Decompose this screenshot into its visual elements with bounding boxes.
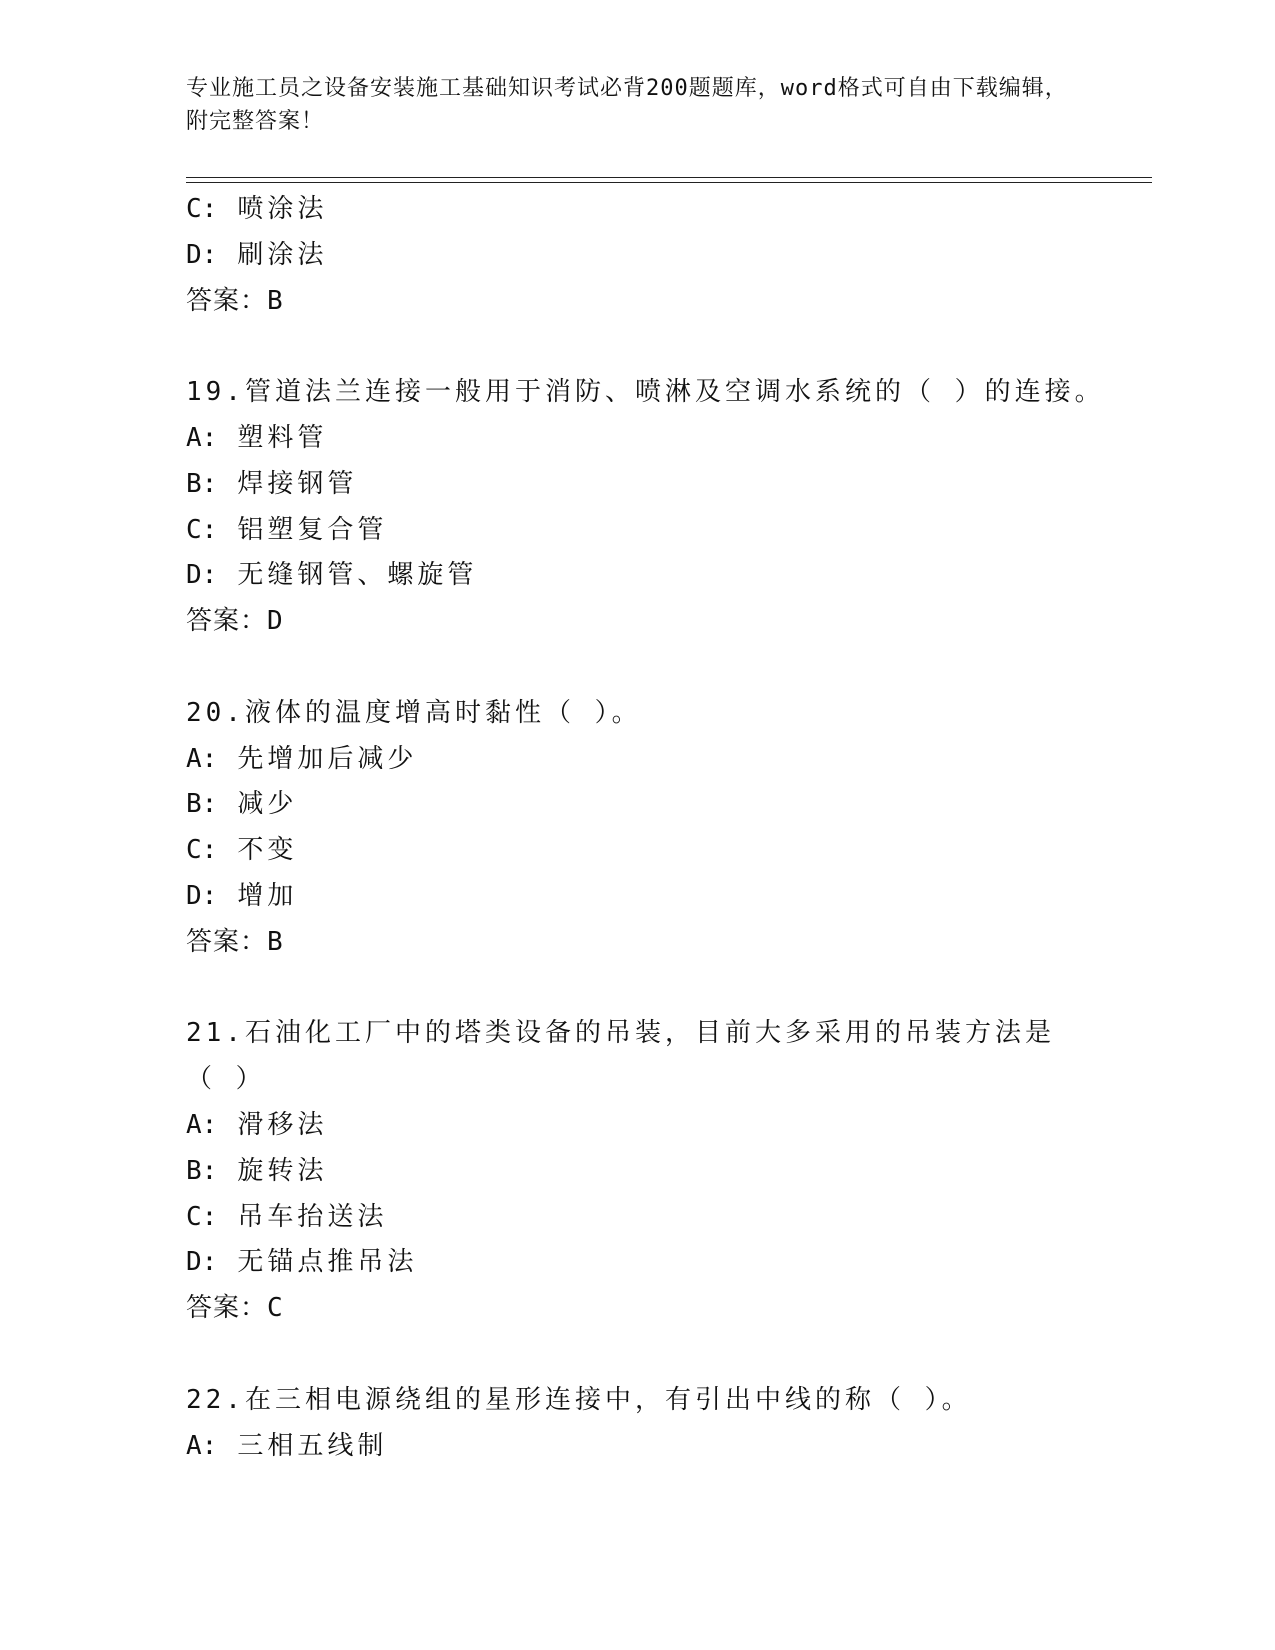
spacer — [186, 1332, 1066, 1378]
option-text: 不变 — [237, 835, 298, 866]
option-text: 无锚点推吊法 — [237, 1247, 418, 1278]
option-text: 铝塑复合管 — [237, 514, 388, 545]
option-label: C: — [186, 1201, 218, 1232]
option-label: A: — [186, 422, 218, 453]
option-row — [186, 1103, 1066, 1149]
option-text: 刷涂法 — [237, 239, 328, 270]
option-label: C: — [186, 514, 218, 545]
answer-line: 答案：D — [186, 606, 284, 637]
option-label: D: — [186, 560, 218, 591]
option-label: D: — [186, 1247, 218, 1278]
answer-line: 答案：B — [186, 285, 284, 316]
option-row — [186, 1195, 1066, 1241]
spacer — [186, 966, 1066, 1012]
option-row — [186, 187, 1066, 233]
option-row — [186, 1149, 1066, 1195]
option-label: B: — [186, 789, 218, 820]
option-row — [186, 553, 1066, 599]
option-row — [186, 416, 1066, 462]
option-text: 三相五线制 — [237, 1430, 388, 1461]
option-row — [186, 233, 1066, 279]
option-text: 塑料管 — [237, 422, 328, 453]
option-row — [186, 1424, 1066, 1470]
option-label: B: — [186, 468, 218, 499]
document-header: 专业施工员之设备安装施工基础知识考试必背200题题库，word格式可自由下载编辑，附完整答案！ — [186, 76, 1068, 134]
option-text: 旋转法 — [237, 1155, 328, 1186]
question-stem: 20.液体的温度增高时黏性（ ）。 — [186, 697, 642, 728]
option-label: C: — [186, 835, 218, 866]
option-text: 滑移法 — [237, 1109, 328, 1140]
question-stem: 22.在三相电源绕组的星形连接中，有引出中线的称（ ）。 — [186, 1384, 972, 1415]
option-label: D: — [186, 880, 218, 911]
option-label: C: — [186, 194, 218, 224]
option-text: 减少 — [237, 789, 298, 820]
option-label: B: — [186, 1155, 218, 1186]
option-text: 喷涂法 — [237, 194, 328, 224]
option-text: 先增加后减少 — [237, 743, 418, 774]
header-divider-top — [186, 177, 1152, 178]
answer-line: 答案：B — [186, 926, 284, 957]
option-label: A: — [186, 1430, 218, 1461]
option-row — [186, 782, 1066, 828]
option-row — [186, 462, 1066, 508]
option-row — [186, 828, 1066, 874]
option-label: A: — [186, 1109, 218, 1140]
question-stem: 21.石油化工厂中的塔类设备的吊装，目前大多采用的吊装方法是（ ） — [186, 1018, 1055, 1095]
option-text: 焊接钢管 — [237, 468, 358, 499]
spacer — [186, 645, 1066, 691]
option-text: 吊车抬送法 — [237, 1201, 388, 1232]
option-text: 增加 — [237, 880, 298, 911]
option-row — [186, 508, 1066, 554]
header-divider-bottom — [186, 182, 1152, 183]
option-label: A: — [186, 743, 218, 774]
option-label: D: — [186, 239, 218, 270]
answer-line: 答案：C — [186, 1293, 284, 1324]
option-row — [186, 737, 1066, 783]
option-row — [186, 1240, 1066, 1286]
question-list — [186, 187, 1105, 1469]
spacer — [186, 324, 1066, 370]
question-stem: 19.管道法兰连接一般用于消防、喷淋及空调水系统的（ ）的连接。 — [186, 377, 1105, 408]
option-text: 无缝钢管、螺旋管 — [237, 560, 478, 591]
option-row — [186, 874, 1066, 920]
